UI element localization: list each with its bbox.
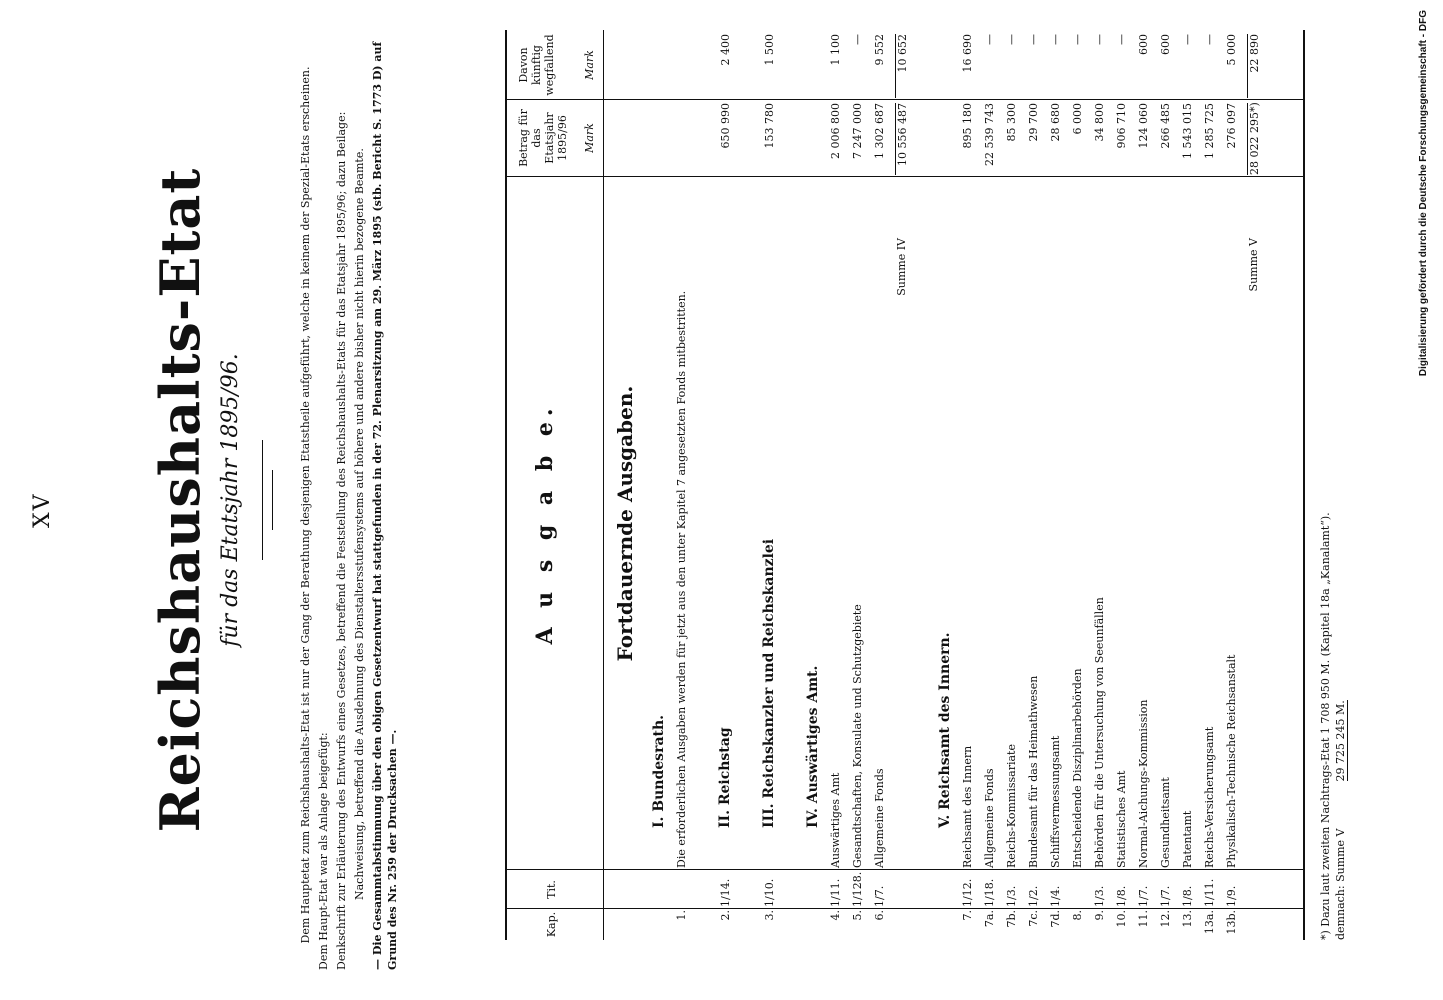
table-row — [1247, 30, 1260, 940]
lapsing-cell: — — [983, 34, 996, 45]
description-cell: Summe V — [1247, 238, 1260, 292]
amount-cell: 650 990 — [719, 103, 732, 149]
description-cell: Behörden für die Untersuchung von Seeunfällen — [1093, 597, 1106, 868]
footnote — [1318, 40, 1348, 940]
table-row — [763, 30, 776, 940]
table-row — [1027, 30, 1040, 940]
description-cell: Reichs-Versicherungsamt — [1203, 726, 1216, 868]
kap-cell: 7b. — [1005, 910, 1018, 928]
lapsing-cell: 1 100 — [829, 34, 842, 66]
header-betrag-unit: Mark — [583, 123, 596, 153]
kap-cell: 7c. — [1027, 910, 1040, 927]
dfg-credit-text: Digitalisierung gefördert durch die Deutsche Forschungsgemeinschaft - DFG — [1418, 10, 1429, 377]
tit-cell: 1/10. — [763, 878, 776, 907]
description-cell: Summe IV — [895, 238, 908, 296]
lapsing-cell: 600 — [1159, 34, 1172, 55]
header-kw: Davon künftig wegfallend — [517, 34, 556, 96]
description-cell: Gesandtschaften, Konsulate und Schutzgebiete — [851, 604, 864, 868]
amount-cell: 22 539 743 — [983, 103, 996, 166]
table-top-rule — [505, 30, 507, 940]
kap-cell: 7d. — [1049, 910, 1062, 928]
amount-cell: 6 000 — [1071, 103, 1084, 135]
description-cell: Entscheidende Disziplinarbehörden — [1071, 668, 1084, 868]
amount-cell: 28 680 — [1049, 103, 1062, 142]
description-cell: Auswärtiges Amt — [829, 772, 842, 868]
header-tit: Tit. — [545, 880, 558, 899]
table-row — [1093, 30, 1106, 940]
amount-cell: 28 022 295*) — [1248, 102, 1261, 175]
lapsing-cell: — — [851, 34, 864, 45]
tit-cell: 1/3. — [1093, 885, 1106, 907]
table-row — [1005, 30, 1018, 940]
amount-cell: 1 285 725 — [1203, 103, 1216, 159]
lapsing-cell: 22 890 — [1247, 34, 1261, 98]
table-row — [851, 30, 864, 940]
lapsing-cell: — — [1115, 34, 1128, 45]
amount-cell: 29 700 — [1027, 103, 1040, 142]
table-row — [719, 30, 732, 940]
table-row — [785, 30, 798, 940]
kap-cell: 12. — [1159, 910, 1172, 928]
lapsing-cell: — — [1071, 34, 1084, 45]
header-kw-unit: Mark — [583, 50, 596, 80]
table-row — [1203, 30, 1216, 940]
description-cell: V. Reichsamt des Innern. — [937, 632, 953, 828]
description-cell: Reichsamt des Innern — [961, 745, 974, 868]
description-cell: IV. Auswärtiges Amt. — [805, 665, 821, 828]
table-row — [697, 30, 710, 940]
lapsing-cell: — — [1203, 34, 1216, 45]
lapsing-cell: — — [1027, 34, 1040, 45]
kap-cell: 2. — [719, 910, 732, 921]
table-bottom-rule — [1303, 30, 1305, 940]
tit-cell: 1/3. — [1005, 885, 1018, 907]
tit-cell: 1/7. — [1137, 885, 1150, 907]
amount-cell: 1 543 015 — [1181, 103, 1194, 159]
description-cell: Bundesamt für das Heimathwesen — [1027, 675, 1040, 868]
tit-cell: 1/4. — [1049, 885, 1062, 907]
amount-cell: 85 300 — [1005, 103, 1018, 142]
amount-cell: 7 247 000 — [851, 103, 864, 159]
intro-note: Dem Haupt-Etat war als Anlage beigefügt: — [317, 732, 330, 970]
table-row — [675, 30, 688, 940]
main-heading: Fortdauernde Ausgaben. — [613, 385, 637, 662]
kap-cell: 7. — [961, 910, 974, 921]
lapsing-cell: — — [1049, 34, 1062, 45]
description-cell: Patentamt — [1181, 810, 1194, 868]
kap-cell: 10. — [1115, 910, 1128, 928]
lapsing-cell: 9 552 — [873, 34, 886, 66]
lapsing-cell: 10 652 — [895, 34, 909, 98]
tit-cell: 1/8. — [1181, 885, 1194, 907]
intro-note: — Die Gesammtabstimmung über den obigen Gesetzentwurf hat stattgefunden in der 72. Plenarsitzung am 29. März 1895 (stb. Bericht S. 1773 D) auf Grund des Nr. 259 der Drucksachen —. — [371, 41, 399, 970]
dfg-credit — [1418, 10, 1440, 990]
description-cell: II. Reichstag — [717, 727, 733, 828]
tit-cell: 1/18. — [983, 878, 996, 907]
kap-cell: 6. — [873, 910, 886, 921]
description-cell: Reichs-Kommissariate — [1005, 744, 1018, 868]
amount-cell: 266 485 — [1159, 103, 1172, 149]
tit-cell: 1/2. — [1027, 885, 1040, 907]
intro-note: Denkschrift zur Erläuterung des Entwurfs eines Gesetzes, betreffend die Feststellung des Reichshaushalts-Etats für das Etatsjahr 1895/96; dazu Beilage: — [335, 111, 348, 970]
footnote-value: 29 725 245 M. — [1334, 700, 1347, 782]
description-cell: Normal-Aichungs-Kommission — [1137, 699, 1150, 868]
table-row — [1159, 30, 1172, 940]
amount-cell: 895 180 — [961, 103, 974, 149]
table-row — [1137, 30, 1150, 940]
table-row — [1181, 30, 1194, 940]
header-kap: Kap. — [545, 911, 558, 938]
amount-cell: 906 710 — [1115, 103, 1128, 149]
document-subtitle: für das Etatsjahr 1895/96. — [218, 353, 243, 647]
title-divider — [262, 440, 263, 560]
kap-cell: 1. — [675, 910, 688, 921]
kap-cell: 5. — [851, 910, 864, 921]
amount-cell: 2 006 800 — [829, 103, 842, 159]
intro-notes — [298, 40, 403, 970]
lapsing-cell: 600 — [1137, 34, 1150, 55]
kap-cell: 13. — [1181, 910, 1194, 928]
lapsing-cell: 5 000 — [1225, 34, 1238, 66]
header-betrag: Betrag für das Etatsjahr 1895/96 — [517, 109, 569, 167]
kap-cell: 7a. — [983, 910, 996, 928]
lapsing-cell: 2 400 — [719, 34, 732, 66]
tit-cell: 1/9. — [1225, 885, 1238, 907]
amount-cell: 276 097 — [1225, 103, 1238, 149]
amount-cell: 10 556 487 — [895, 103, 909, 175]
table-header-rule — [603, 30, 604, 940]
tit-cell: 1/11. — [1203, 878, 1216, 907]
footnote-line — [1333, 40, 1348, 940]
description-cell: Physikalisch-Technische Reichsanstalt — [1225, 654, 1238, 868]
table-row — [653, 30, 666, 940]
footnote-line: *) Dazu laut zweiten Nachtrags-Etat 1 708 950 M. (Kapitel 18a „Kanalamt“). — [1319, 512, 1332, 940]
table-row — [1115, 30, 1128, 940]
header-ausgabe: A u s g a b e. — [532, 402, 558, 645]
page-number: XV — [30, 492, 55, 528]
footnote-label: demnach: Summe V — [1334, 828, 1347, 940]
kap-cell: 8. — [1071, 910, 1084, 921]
description-cell: Statistisches Amt — [1115, 770, 1128, 868]
tit-cell: 1/12. — [961, 878, 974, 907]
table-row — [1225, 30, 1238, 940]
kap-cell: 13a. — [1203, 910, 1216, 935]
amount-cell: 124 060 — [1137, 103, 1150, 149]
lapsing-cell: — — [1093, 34, 1106, 45]
description-cell: III. Reichskanzler und Reichskanzlei — [761, 538, 777, 828]
table-row — [961, 30, 974, 940]
lapsing-cell: 16 690 — [961, 34, 974, 73]
description-cell: Die erforderlichen Ausgaben werden für jetzt aus den unter Kapitel 7 angesetzten Fonds mitbestritten. — [675, 290, 688, 868]
amount-cell: 153 780 — [763, 103, 776, 149]
description-cell: I. Bundesrath. — [651, 714, 667, 828]
table-row — [895, 30, 908, 940]
lapsing-cell: — — [1181, 34, 1194, 45]
description-cell: Gesundheitsamt — [1159, 777, 1172, 868]
intro-note: Dem Hauptetat zum Reichshaushalts-Etat ist nur der Gang der Berathung desjenigen Etatstheile aufgeführt, welche in keinem der Spezial-Etats erscheinen. — [299, 66, 312, 944]
amount-cell: 34 800 — [1093, 103, 1106, 142]
description-cell: Allgemeine Fonds — [983, 768, 996, 868]
table-row — [873, 30, 886, 940]
intro-note: Nachweisung, betreffend die Ausdehnung des Dienstaltersstufensystems auf höhere und andere bisher nicht hierin bezogene Beamte. — [353, 148, 366, 900]
lapsing-cell: — — [1005, 34, 1018, 45]
table-row — [1071, 30, 1084, 940]
table-row — [829, 30, 842, 940]
tit-cell: 1/8. — [1115, 885, 1128, 907]
kap-cell: 4. — [829, 910, 842, 921]
document-title: Reichshaushalts-Etat — [148, 167, 212, 833]
title-divider-short — [272, 470, 273, 530]
tit-cell: 1/11. — [829, 878, 842, 907]
amount-cell: 1 302 687 — [873, 103, 886, 159]
tit-cell: 1/7. — [1159, 885, 1172, 907]
table-row — [939, 30, 952, 940]
description-cell: Schiffsvermessungsamt — [1049, 735, 1062, 868]
kap-cell: 13b. — [1225, 910, 1238, 935]
description-cell: Allgemeine Fonds — [873, 768, 886, 868]
tit-cell: 1/128. — [851, 871, 864, 907]
kap-cell: 9. — [1093, 910, 1106, 921]
table-row — [917, 30, 930, 940]
table-row — [807, 30, 820, 940]
tit-cell: 1/7. — [873, 885, 886, 907]
table-row — [1049, 30, 1062, 940]
kap-cell: 11. — [1137, 910, 1150, 928]
tit-cell: 1/14. — [719, 878, 732, 907]
table-row — [983, 30, 996, 940]
kap-cell: 3. — [763, 910, 776, 921]
lapsing-cell: 1 500 — [763, 34, 776, 66]
table-row — [741, 30, 754, 940]
